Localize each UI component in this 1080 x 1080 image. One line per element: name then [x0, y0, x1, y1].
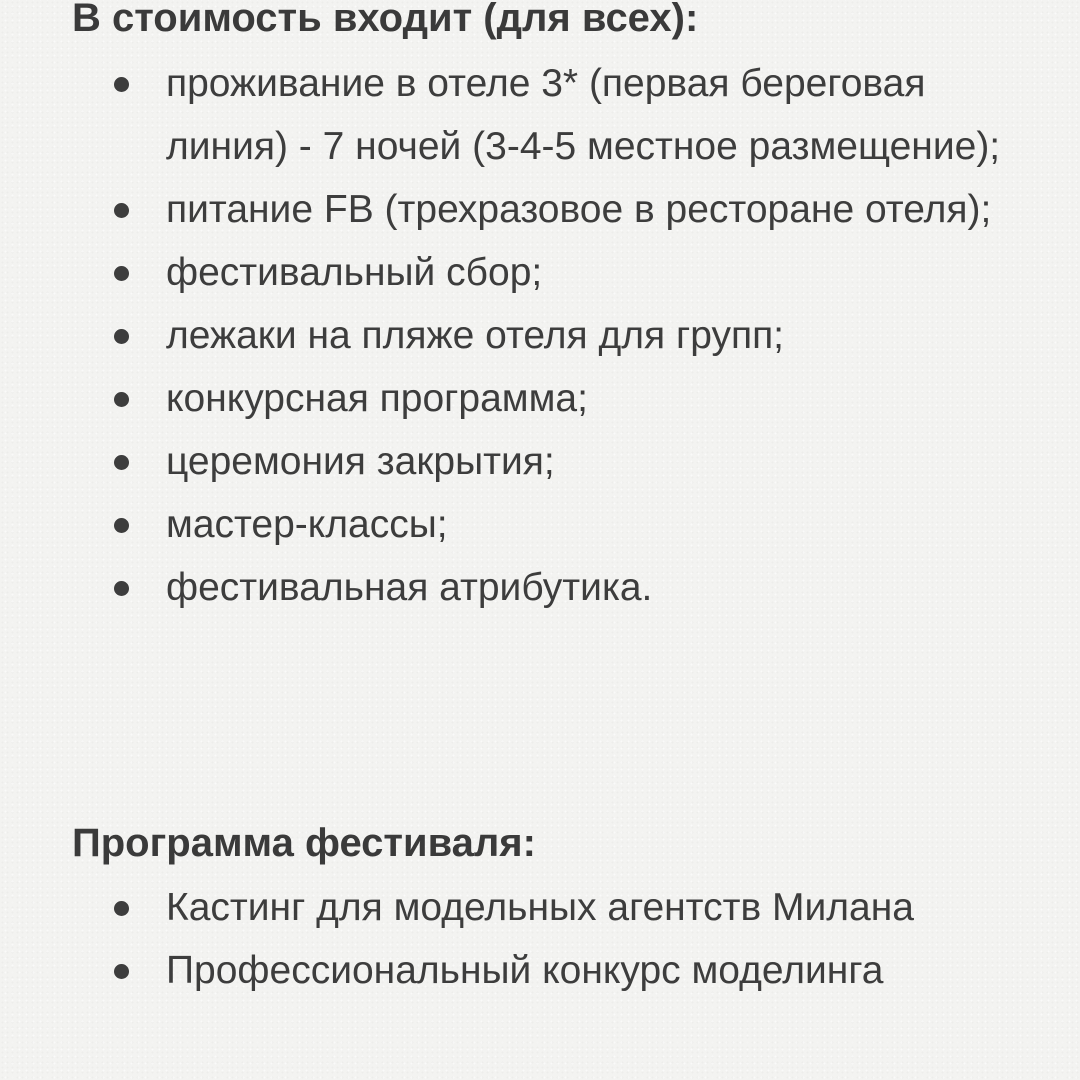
- bullet-icon: [114, 581, 129, 596]
- list-item: [0, 493, 1080, 556]
- bullet-icon: [114, 455, 129, 470]
- list-item-text: лежаки на пляже отеля для групп;: [166, 314, 785, 357]
- list-item: [0, 939, 1080, 1002]
- program-list: [0, 876, 1080, 1002]
- bullet-icon: [114, 77, 129, 92]
- list-item-text: мастер-классы;: [166, 503, 448, 546]
- list-item: [0, 178, 1080, 241]
- list-item-text: Профессиональный конкурс моделинга: [166, 949, 884, 992]
- bullet-icon: [114, 203, 129, 218]
- included-list: [0, 52, 1080, 619]
- program-heading: Программа фестиваля:: [72, 821, 536, 865]
- bullet-icon: [114, 392, 129, 407]
- list-item: [0, 52, 1080, 178]
- list-item-text: питание FB (трехразовое в ресторане отеля);: [166, 188, 992, 231]
- list-item: [0, 241, 1080, 304]
- list-item-text: церемония закрытия;: [166, 440, 555, 483]
- list-item-text: Кастинг для модельных агентств Милана: [166, 886, 914, 929]
- list-item-text: конкурсная программа;: [166, 377, 588, 420]
- list-item: [0, 876, 1080, 939]
- bullet-icon: [114, 329, 129, 344]
- list-item: [0, 367, 1080, 430]
- bullet-icon: [114, 964, 129, 979]
- bullet-icon: [114, 266, 129, 281]
- list-item-text: проживание в отеле 3* (первая береговая линия) - 7 ночей (3-4-5 местное размещение);: [166, 62, 1001, 168]
- list-item: [0, 430, 1080, 493]
- list-item: [0, 556, 1080, 619]
- bullet-icon: [114, 518, 129, 533]
- list-item-text: фестивальный сбор;: [166, 251, 543, 294]
- included-heading: В стоимость входит (для всех):: [72, 0, 699, 40]
- bullet-icon: [114, 901, 129, 916]
- list-item-text: фестивальная атрибутика.: [166, 566, 653, 609]
- list-item: [0, 304, 1080, 367]
